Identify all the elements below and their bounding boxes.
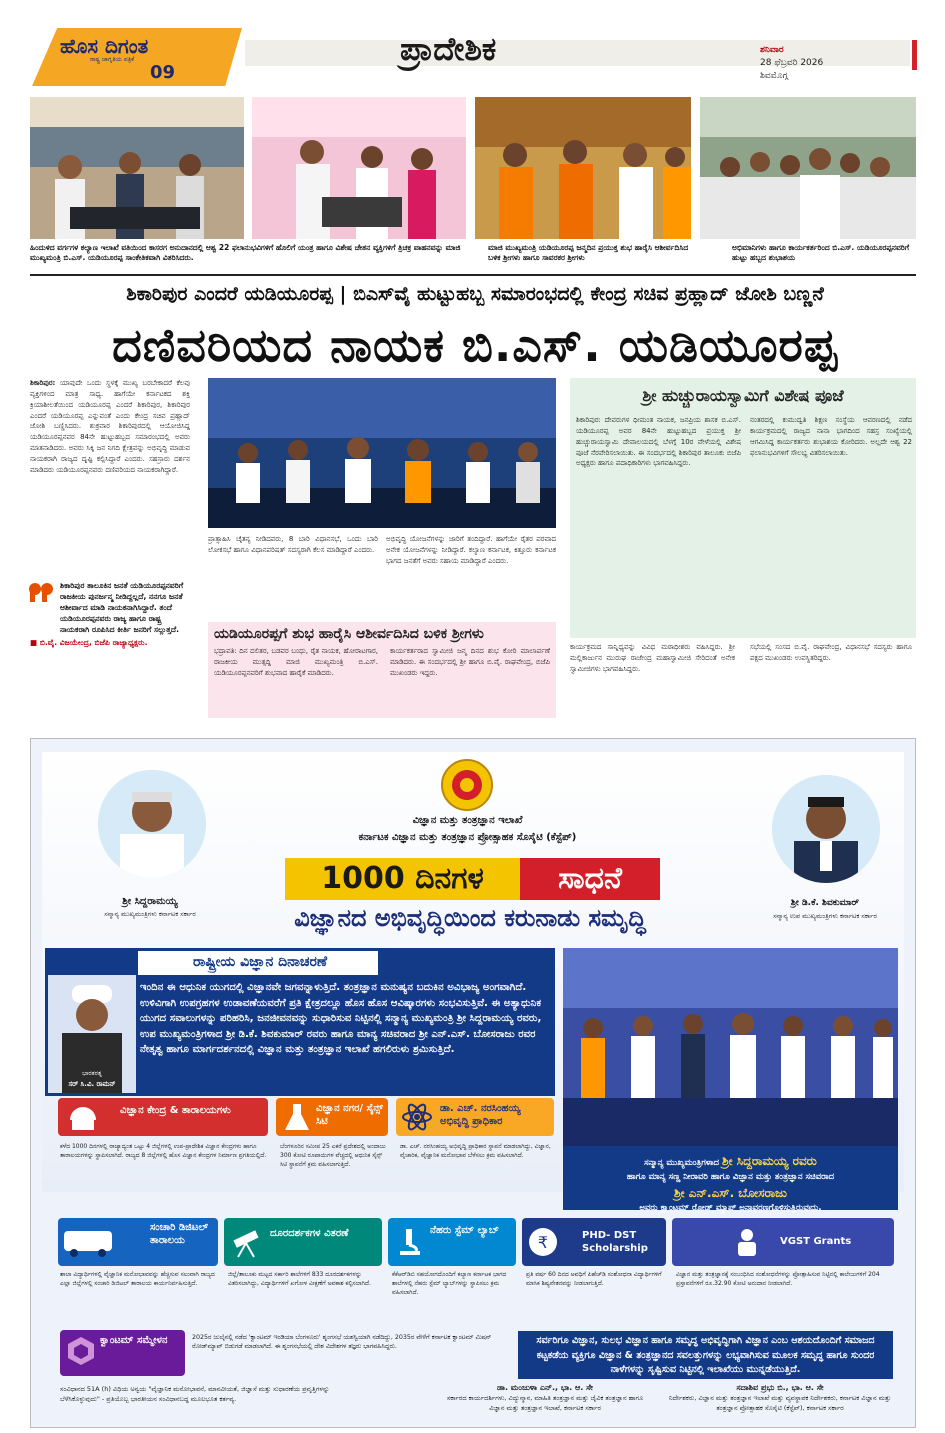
page-number: 09 bbox=[150, 62, 176, 83]
signatory-secretary-name: ಡಾ. ಮಂಜುಳಾ ಎನ್., ಭಾ. ಆ. ಸೇ bbox=[497, 1383, 593, 1392]
card-narasimhaiah-title: ಡಾ. ಎಚ್. ನರಸಿಂಹಯ್ಯ ಅಭಿವೃದ್ಧಿ ಪ್ರಾಧಿಕಾರ bbox=[440, 1103, 521, 1127]
card-phd-scholarship-body: ಪ್ರತಿ ವರ್ಷ 60 ದಿನದ ಅವಧಿಗೆ ಪಿಹೆಚ್‌ಡಿ ಸಂಶೋಧನಾ ವಿದ್ಯಾರ್ಥಿಗಳಿಗೆ ಮಾಸಿಕ ಶಿಷ್ಯವೇತನವನ್ನು ನೀಡಲಾಗುತ್ತಿದೆ. bbox=[526, 1271, 662, 1287]
telescope-icon bbox=[230, 1225, 264, 1259]
blessing-body-b: ಕಾರ್ಯಕರ್ತರಾದ ಸ್ವಾಮೀಜಿ ಜನ್ಮ ದಿನದ ಶುಭ ಕೋರಿ ಮಾಲಾರ್ಪಣೆ ಮಾಡಿದರು. ಈ ಸಂದರ್ಭದಲ್ಲಿ ಶ್ರೀ ಹಾಗೂ ಬಿ.ವೈ. ರಾಘವೇಂದ್ರ, ಬಿಜೆಪಿ ಮುಖಂಡರು ಇದ್ದರು. bbox=[390, 647, 550, 677]
launch-caption-name2: ಶ್ರೀ ಎನ್.ಎಸ್. ಬೋಸರಾಜು bbox=[674, 1185, 787, 1200]
launch-caption-line3: ಅವರು ಕ್ವಾಂಟಮ್ ರೋಡ್ ಮ್ಯಾಪ್ ಅನಾವರಣಗೊಳಿಸುತ್ತಿರುವುದು. bbox=[639, 1203, 822, 1214]
signatory-director-name: ಸದಾಶಿವ ಪ್ರಭು ಬಿ., ಭಾ. ಆ. ಸೇ bbox=[736, 1383, 824, 1392]
badge-1000-days: 1000 ದಿನಗಳ bbox=[285, 858, 520, 900]
story-body-mid-a: ಪ್ರಾತ್ಸಾಹಿಸಿ ಚೈತನ್ಯ ನೀಡಿದವರು, 8 ಬಾರಿ ವಿಧಾನಸಭೆ, ಒಂದು ಬಾರಿ ಲೋಕಸಭೆ ಹಾಗೂ ವಿಧಾನಪರಿಷತ್ ಸದಸ್ಯರಾಗಿ ಕೆಲಸ ಮಾಡಿದ್ದಾರೆ ಎಂದರು. bbox=[208, 535, 378, 554]
card-stem-lab-title: ನೆಹರು ಸ್ಟೆಮ್ ಲ್ಯಾಬ್ bbox=[430, 1225, 499, 1236]
science-day-text: ಇಂದಿನ ಈ ಆಧುನಿಕ ಯುಗದಲ್ಲಿ ವಿಜ್ಞಾನವೇ ಜಗವನ್ನಾಳುತ್ತಿದೆ. ತಂತ್ರಜ್ಞಾನ ಮನುಷ್ಯನ ಬದುಕಿನ ಅವಿಭಾಜ್ಯ ಅಂಗವಾಗಿದೆ. ಉಳಿವಿಗಾಗಿ ಉಪಗ್ರಹಗಳ ಉಡಾವಣೆಯವರೆಗೆ ಪ್ರತಿ ಕ್ಷೇತ್ರದಲ್ಲೂ ಹೊಸ ಹೊಸ ಆವಿಷ್ಕಾರಗಳು ಸಂಭವಿಸುತ್ತಿವೆ. ಈ ಅತ್ಯಾಧುನಿಕ ಯುಗದ ಸವಾಲುಗಳನ್ನು ಪರಿಹರಿಸಿ, ಜನಜೀವನವನ್ನು ಸುಧಾರಿಸುವ ನಿಟ್ಟಿನಲ್ಲಿ ಸನ್ಮಾನ್ಯ ಮುಖ್ಯಮಂತ್ರಿ ಶ್ರೀ ಸಿದ್ದರಾಮಯ್ಯ ರವರು, ಉಪ ಮುಖ್ಯಮಂತ್ರಿಗಳಾದ ಶ್ರೀ ಡಿ.ಕೆ. ಶಿವಕುಮಾರ್ ರವರು ಹಾಗೂ ಮಾನ್ಯ ಸಚಿವರಾದ ಶ್ರೀ ಎನ್.ಎಸ್. ಬೋಸರಾಜು ರವರ ನೇತೃತ್ವ ಹಾಗೂ ಮಾರ್ಗದರ್ಶನದಲ್ಲಿ ವಿಜ್ಞಾನ ಮತ್ತು ತಂತ್ರಜ್ಞಾನ ಇಲಾಖೆ ಹಗಲಿರುಳು ಶ್ರಮಿಸುತ್ತಿದೆ. bbox=[140, 982, 542, 1055]
photo-caption-left: ಹಿಂದುಳಿದ ವರ್ಗಗಳ ಕಲ್ಯಾಣ ಇಲಾಖೆ ವತಿಯಿಂದ ಕಾಸರಗ ಅನುದಾನದಲ್ಲಿ ಆಶ್ವ 22 ಫಲಾನುಭವಿಗಳಿಗೆ ಹೊಲಿಗೆ ಯಂತ್ರ ಹಾಗೂ ವಿಶೇಷ ಚೇತನ ವ್ಯಕ್ತಿಗಳಿಗೆ ತ್ರಿಚಕ್ರ ವಾಹನವನ್ನು ಮಾಜಿ ಮುಖ್ಯಮಂತ್ರಿ ಬಿ.ಎಸ್. ಯಡಿಯೂರಪ್ಪ ಸಾಂಕೇತಿಕವಾಗಿ ವಿತರಿಸಿದರು. bbox=[30, 243, 461, 263]
logo-tagline: ರಾಷ್ಟ್ರ ಜಾಗೃತಿಯ ಪತ್ರಿಕೆ bbox=[90, 56, 135, 63]
dcm-portrait bbox=[772, 775, 880, 883]
launch-caption-name1: ಶ್ರೀ ಸಿದ್ದರಾಮಯ್ಯ ರವರು bbox=[721, 1154, 817, 1168]
pull-quote bbox=[30, 580, 190, 720]
card-planetarium-title: ವಿಜ್ಞಾನ ಕೇಂದ್ರ & ತಾರಾಲಯಗಳು bbox=[120, 1105, 231, 1116]
raman-label: ಭಾರತರತ್ನ bbox=[82, 1070, 102, 1077]
signatory-secretary-role: ಸರ್ಕಾರದ ಕಾರ್ಯದರ್ಶಿಗಳು, ವಿದ್ಯುನ್ಮಾನ, ಮಾಹಿತಿ ತಂತ್ರಜ್ಞಾನ ಮತ್ತು ಜೈವಿಕ ತಂತ್ರಜ್ಞಾನ ಹಾಗೂ ವಿಜ್ಞಾನ ಮತ್ತು ತಂತ್ರಜ್ಞಾನ ಇಲಾಖೆ, ಕರ್ನಾಟಕ ಸರ್ಕಾರ bbox=[446, 1394, 644, 1412]
signatory-secretary bbox=[440, 1382, 650, 1414]
lab-flask-icon bbox=[280, 1100, 314, 1134]
divider bbox=[30, 274, 916, 276]
scientist-icon bbox=[730, 1225, 764, 1259]
science-day-title: ರಾಷ್ಟ್ರೀಯ ವಿಜ್ಞಾನ ದಿನಾಚರಣೆ bbox=[192, 954, 328, 970]
rupee-icon bbox=[526, 1225, 560, 1259]
card-narasimhaiah-body: ಡಾ. ಎಚ್. ನರಸಿಂಹಯ್ಯ ಅಭಿವೃದ್ಧಿ ಪ್ರಾಧಿಕಾರ ಸ್ಥಾಪನೆ ಮಾಡಲಾಗಿದ್ದು, ವಿಜ್ಞಾನ, ವೈಚಾರಿಕ, ವೈಜ್ಞಾನಿಕ ಮನೋಭಾವ ಬೆಳೆಸಲು ಕ್ರಮ ವಹಿಸಲಾಗಿದೆ. bbox=[400, 1143, 551, 1159]
svg-text:₹: ₹ bbox=[537, 1233, 549, 1252]
ad-tagline: ವಿಜ್ಞಾನದ ಅಭಿವೃದ್ಧಿಯಿಂದ ಕರುನಾಡು ಸಮೃದ್ಧಿ bbox=[294, 904, 646, 932]
planetarium-icon bbox=[66, 1100, 100, 1134]
ad-footer-message: ಸರ್ವರಿಗೂ ವಿಜ್ಞಾನ, ಸುಲಭ ವಿಜ್ಞಾನ ಹಾಗೂ ಸಮೃದ್ಧ ಅಭಿವೃದ್ಧಿಗಾಗಿ ವಿಜ್ಞಾನ ಎಂಬ ಆಶಯದೊಂದಿಗೆ ಸಮಾಜದ ಕಟ್ಟಕಡೆಯ ವ್ಯಕ್ತಿಗೂ ವಿಜ್ಞಾನ & ತಂತ್ರಜ್ಞಾನದ ಸವಲತ್ತುಗಳನ್ನು ಲಭ್ಯವಾಗಿಸುವ ಮೂಲಕ ಸಮೃದ್ಧ ಹಾಗೂ ಸುಂದರ ನಾಳೆಗಳನ್ನು ಸೃಷ್ಟಿಸುವ ನಿಟ್ಟಿನಲ್ಲಿ ಇಲಾಖೆಯು ಮುನ್ನಡೆಯುತ್ತಿದೆ. bbox=[518, 1331, 893, 1379]
puja-body-b: ನಂತರದಲ್ಲಿ ಕುಮುದ್ವತಿ ಶಿಕ್ಷಣ ಸಂಸ್ಥೆಯ ಆವರಣದಲ್ಲಿ ನಡೆದ ಕಾರ್ಯಕ್ರಮದಲ್ಲಿ ರಾಜ್ಯದ ನಾನಾ ಭಾಗದಿಂದ ಸಹಸ್ರ ಸಂಖ್ಯೆಯಲ್ಲಿ ಆಗಮಿಸಿದ್ದ ಕಾರ್ಯಕರ್ತರು ಶುಭಾಶಯ ಕೋರಿದರು. ಅಲ್ಲದೇ ಆಶ್ವ 22 ಫಲಾನುಭವಿಗಳಿಗೆ ಸೌಲಭ್ಯ ವಿತರಿಸಲಾಯಿತು. bbox=[750, 416, 912, 457]
card-science-city-title: ವಿಜ್ಞಾನ ನಗರ/ ಸೈನ್ಸ್ ಸಿಟಿ bbox=[316, 1103, 384, 1127]
story-body-bottom-a: ಕಾರ್ಯಕ್ರಮದ ಸಾನ್ನಿಧ್ಯವನ್ನು ವಿವಿಧ ಮಠಾಧೀಶರು ವಹಿಸಿದ್ದರು. ಶ್ರೀ ಮಲ್ಲಿಕಾರ್ಜುನ ಮುರುಘ ರಾಜೇಂದ್ರ ಮಹಾಸ್ವಾಮೀಜಿ ಸೇರಿದಂತೆ ಅನೇಕ ಸ್ವಾಮೀಜಿಗಳು ಭಾಗವಹಿಸಿದ್ದರು. bbox=[570, 643, 735, 673]
atom-icon bbox=[400, 1100, 434, 1134]
story-body-mid-b: ಅಭಿವೃದ್ಧಿ ಯೋಜನೆಗಳನ್ನು ಜಾರಿಗೆ ತಂದಿದ್ದಾರೆ. ಹಾಗೆಯೇ ರೈತರ ಪರವಾದ ಅನೇಕ ಯೋಜನೆಗಳನ್ನು ನೀಡಿದ್ದಾರೆ. ಕಲ್ಯಾಣ ಕರ್ನಾಟಕ, ಕಿತ್ತೂರು ಕರ್ನಾಟಕ ಭಾಗದ ಜನತೆಗೆ ಅವರು ಸಹಾಯ ಮಾಡಿದ್ದಾರೆ ಎಂದರು. bbox=[386, 535, 556, 565]
dcm-name: ಶ್ರೀ ಡಿ.ಕೆ. ಶಿವಕುಮಾರ್ bbox=[790, 898, 860, 908]
ad-department: ವಿಜ್ಞಾನ ಮತ್ತು ತಂತ್ರಜ್ಞಾನ ಇಲಾಖೆ bbox=[412, 815, 523, 826]
raman-name: ಸರ್ ಸಿ.ವಿ. ರಾಮನ್ bbox=[68, 1080, 116, 1088]
pull-quote-author: ■ ಬಿ.ವೈ. ವಿಜಯೇಂದ್ರ, ಬಿಜೆಪಿ ರಾಜ್ಯಾಧ್ಯಕ್ಷರು. bbox=[30, 638, 148, 647]
badge-achievement: ಸಾಧನೆ bbox=[520, 858, 660, 900]
date-label: 28 ಫೆಬ್ರವರಿ 2026 bbox=[760, 58, 824, 69]
launch-caption-line2: ಹಾಗೂ ಮಾನ್ಯ ಸಣ್ಣ ನೀರಾವರಿ ಹಾಗೂ ವಿಜ್ಞಾನ ಮತ್ತು ತಂತ್ರಜ್ಞಾನ ಸಚಿವರಾದ bbox=[626, 1171, 835, 1182]
logo-title: ಹೊಸ ದಿಗಂತ bbox=[60, 34, 149, 58]
photo-swamijis bbox=[475, 97, 691, 239]
dcm-role: ಸನ್ಮಾನ್ಯ ಉಪ ಮುಖ್ಯಮಂತ್ರಿಗಳು ಕರ್ನಾಟಕ ಸರ್ಕಾರ bbox=[773, 912, 877, 920]
card-vgst-body: ವಿಜ್ಞಾನ ಮತ್ತು ತಂತ್ರಜ್ಞಾನಕ್ಕೆ ಸಂಬಂಧಿಸಿದ ಸಂಶೋಧನೆಗಳನ್ನು ಪ್ರೋತ್ಸಾಹಿಸುವ ನಿಟ್ಟಿನಲ್ಲಿ ಕಾಲೇಜುಗಳಿಗೆ 204 ಪ್ರಸ್ತಾವನೆಗಳಿಗೆ ರೂ.32.90 ಕೋಟಿ ಅನುದಾನ ನೀಡಲಾಗಿದೆ. bbox=[676, 1271, 880, 1287]
photo-quantum-launch bbox=[563, 948, 898, 1146]
card-stem-lab-body: ಕೆಕೆಆರ್‌ಡಿಬಿ ಸಹಯೋಗದೊಂದಿಗೆ ಕಲ್ಯಾಣ ಕರ್ನಾಟಕ ಭಾಗದ ಶಾಲೆಗಳಲ್ಲಿ ನೆಹರು ಸ್ಟೆಮ್ ಲ್ಯಾಬ್‌ಗಳನ್ನು ಸ್ಥಾಪಿಸಲು ಕ್ರಮ ವಹಿಸಲಾಗಿದೆ. bbox=[392, 1271, 507, 1296]
launch-caption-line1: ಸನ್ಮಾನ್ಯ ಮುಖ್ಯಮಂತ್ರಿಗಳಾದ bbox=[644, 1158, 719, 1168]
card-mobile-planetarium-body: ಶಾಲಾ ವಿದ್ಯಾರ್ಥಿಗಳಲ್ಲಿ ವೈಜ್ಞಾನಿಕ ಮನೋಭಾವವನ್ನು ಹೆಚ್ಚಿಸುವ ಸಲುವಾಗಿ ರಾಜ್ಯದ ಎಲ್ಲಾ ಜಿಲ್ಲೆಗಳಲ್ಲಿ ಸಂಚಾರಿ ಡಿಜಿಟಲ್ ತಾರಾಲಯ ಕಾರ್ಯನಿರ್ವಹಿಸುತ್ತಿದೆ. bbox=[60, 1271, 215, 1287]
card-vgst-title: VGST Grants bbox=[780, 1236, 852, 1247]
photo-caption-right: ಅಭಿಮಾನಿಗಳು ಹಾಗೂ ಕಾರ್ಯಕರ್ತರಿಂದ ಬಿ.ಎಸ್. ಯಡಿಯೂರಪ್ಪನವರಿಗೆ ಹುಟ್ಟು ಹಬ್ಬದ ಶುಭಾಶಯ bbox=[732, 243, 910, 263]
section-title: ಪ್ರಾದೇಶಿಕ bbox=[400, 30, 497, 68]
card-science-city-body: ಬೆಂಗಳೂರಿನ ಸಮೀಪ 25 ಎಕರೆ ಪ್ರದೇಶದಲ್ಲಿ ಅಂದಾಜು 300 ಕೋಟಿ ರೂಪಾಯಿಗಳ ವೆಚ್ಚದಲ್ಲಿ ಆಧುನಿಕ ಸೈನ್ಸ್ ಸಿಟಿ ಸ್ಥಾಪನೆಗೆ ಕ್ರಮ ವಹಿಸಲಾಗುತ್ತಿದೆ. bbox=[280, 1143, 386, 1168]
card-planetarium-body: ಕಳೆದ 1000 ದಿನಗಳಲ್ಲಿ ರಾಜ್ಯಾದ್ಯಂತ ಒಟ್ಟು 4 ಜಿಲ್ಲೆಗಳಲ್ಲಿ ಉಪ-ಪ್ರಾದೇಶಿಕ ವಿಜ್ಞಾನ ಕೇಂದ್ರಗಳು ಹಾಗೂ ತಾರಾಲಯಗಳನ್ನು ಸ್ಥಾಪಿಸಲಾಗಿದೆ. ರಾಜ್ಯದ 8 ಜಿಲ್ಲೆಗಳಲ್ಲಿ ಹೊಸ ವಿಜ್ಞಾನ ಕೇಂದ್ರಗಳ ನಿರ್ಮಾಣ ಪ್ರಗತಿಯಲ್ಲಿದೆ. bbox=[60, 1143, 267, 1159]
photo-sewing-machine bbox=[252, 97, 466, 239]
constitution-note: ಸಂವಿಧಾನದ 51A (h) ವಿಧಿಯ ಅನ್ವಯ "ವೈಜ್ಞಾನಿಕ ಮನೋಭಾವನೆ, ಮಾನವೀಯತೆ, ಜಿಜ್ಞಾಸೆ ಮತ್ತು ಸುಧಾರಣೆಯ ಪ್ರವೃತ್ತಿಗಳನ್ನು ಬೆಳೆಸಿಕೊಳ್ಳುವುದು" - ಪ್ರತಿಯೊಬ್ಬ ಭಾರತೀಯನ ಸಂವಿಧಾನಬದ್ಧ ಮೂಲಭೂತ ಕರ್ತವ್ಯ. bbox=[60, 1385, 330, 1403]
card-quantum-title: ಕ್ವಾಂಟಮ್ ಸಮ್ಮೇಳನ bbox=[100, 1335, 168, 1346]
karnataka-emblem-icon bbox=[440, 758, 494, 812]
cm-role: ಸನ್ಮಾನ್ಯ ಮುಖ್ಯಮಂತ್ರಿಗಳು ಕರ್ನಾಟಕ ಸರ್ಕಾರ bbox=[104, 910, 196, 918]
cm-name: ಶ್ರೀ ಸಿದ್ದರಾಮಯ್ಯ bbox=[122, 896, 178, 907]
bus-icon bbox=[62, 1225, 116, 1259]
city-label: ಶಿವಮೊಗ್ಗ bbox=[760, 71, 788, 82]
date-block bbox=[760, 44, 910, 83]
photo-caption-mid: ಮಾಜಿ ಮುಖ್ಯಮಂತ್ರಿ ಯಡಿಯೂರಪ್ಪ ಜನ್ಮದಿನ ಪ್ರಯುಕ್ತ ಶುಭ ಹಾರೈಸಿ ಆಶೀರ್ವದಿಸಿದ ಬಳಿಕ ಶ್ರೀಗಳು ಹಾಗೂ ಸಾವರಕರ ಶ್ರೀಗಳು bbox=[488, 243, 689, 263]
dateline: ಶಿಕಾರಿಪುರ: bbox=[30, 379, 56, 387]
photo-stage bbox=[208, 378, 556, 528]
ad-organisation: ಕರ್ನಾಟಕ ವಿಜ್ಞಾನ ಮತ್ತು ತಂತ್ರಜ್ಞಾನ ಪ್ರೋತ್ಸಾಹಕ ಸೊಸೈಟಿ (ಕೆಸ್ಟೆಪ್) bbox=[358, 832, 577, 843]
puja-body-a: ಶಿಕಾರಿಪುರ: ದೇವರುಗಳ ಧೀಮಂತ ನಾಯಕ, ಜನಪ್ರಿಯ ಶಾಸಕ ಬಿ.ಎಸ್. ಯಡಿಯೂರಪ್ಪ ಅವರ 84ನೇ ಹುಟ್ಟುಹಬ್ಬದ ಪ್ರಯುಕ್ತ ಶ್ರೀ ಹುಚ್ಚುರಾಯಸ್ವಾಮಿ ದೇವಾಲಯದಲ್ಲಿ ಬೆಳಗ್ಗೆ 10ರ ವೇಳೆಯಲ್ಲಿ ವಿಶೇಷ ಪೂಜೆ ನೆರವೇರಿಸಲಾಯಿತು. ಈ ಸಂದರ್ಭದಲ್ಲಿ ಶಿಕಾರಿಪುರ ತಾಲೂಕು ಬಿಜೆಪಿ ಅಧ್ಯಕ್ಷರು ಹಾಗೂ ಪದಾಧಿಕಾರಿಗಳು ಭಾಗವಹಿಸಿದ್ದರು. bbox=[576, 416, 741, 468]
kicker: ಶಿಕಾರಿಪುರ ಎಂದರೆ ಯಡಿಯೂರಪ್ಪ | ಬಿಎಸ್‌ವೈ ಹುಟ್ಟುಹಬ್ಬ ಸಮಾರಂಭದಲ್ಲಿ ಕೇಂದ್ರ ಸಚಿವ ಪ್ರಹ್ಲಾದ್ ಜೋಶಿ ಬಣ್ಣನೆ bbox=[126, 283, 824, 305]
photo-crowd bbox=[700, 97, 916, 239]
launch-caption bbox=[563, 1146, 898, 1214]
puja-heading: ಶ್ರೀ ಹುಚ್ಚುರಾಯಸ್ವಾಮಿಗೆ ವಿಶೇಷ ಪೂಜೆ bbox=[642, 386, 844, 405]
masthead-accent bbox=[912, 40, 917, 70]
card-telescopes-body: ಜಿಲ್ಲೆ/ತಾಲೂಕು ಮಟ್ಟದ ಸರ್ಕಾರಿ ಶಾಲೆಗಳಿಗೆ 833 ದೂರದರ್ಶಕಗಳನ್ನು ವಿತರಿಸಲಾಗಿದ್ದು, ವಿದ್ಯಾರ್ಥಿಗಳಿಗೆ ಖಗೋಳ ವೀಕ್ಷಣೆಗೆ ಅವಕಾಶ ಕಲ್ಪಿಸಲಾಗಿದೆ. bbox=[228, 1271, 371, 1287]
card-mobile-planetarium-title: ಸಂಚಾರಿ ಡಿಜಿಟಲ್ ತಾರಾಲಯ bbox=[150, 1222, 209, 1246]
signatory-director-role: ನಿರ್ದೇಶಕರು, ವಿಜ್ಞಾನ ಮತ್ತು ತಂತ್ರಜ್ಞಾನ ಇಲಾಖೆ ಮತ್ತು ವ್ಯವಸ್ಥಾಪಕ ನಿರ್ದೇಶಕರು, ಕರ್ನಾಟಕ ವಿಜ್ಞಾನ ಮತ್ತು ತಂತ್ರಜ್ಞಾನ ಪ್ರೋತ್ಸಾಹಕ ಸೊಸೈಟಿ (ಕೆಸ್ಟೆಪ್), ಕರ್ನಾಟಕ ಸರ್ಕಾರ bbox=[669, 1394, 891, 1412]
pull-quote-text: ಶಿಕಾರಿಪುರ ತಾಲೂಕಿನ ಜನತೆ ಯಡಿಯೂರಪ್ಪನವರಿಗೆ ರಾಜಕೀಯ ಪುನರ್ಜನ್ಮ ನೀಡಿದ್ದಲ್ಲದೆ, ನನಗೂ ಜನತೆ ಆಶೀರ್ವಾದ ಮಾಡಿ ನಾಯಕನಾಗಿಸಿದ್ದಾರೆ. ತಂದೆ ಯಡಿಯೂರಪ್ಪನವರು ರಾಜ್ಯ ಹಾಗೂ ರಾಷ್ಟ್ರ ನಾಯಕರಾಗಿ ರೂಪಿಸಿದ ಕೀರ್ತಿ ಜನರಿಗೆ ಸಲ್ಲುತ್ತದೆ. bbox=[60, 581, 184, 634]
blessing-heading: ಯಡಿಯೂರಪ್ಪಗೆ ಶುಭ ಹಾರೈಸಿ ಆಶೀರ್ವದಿಸಿದ ಬಳಿಕ ಶ್ರೀಗಳು bbox=[214, 626, 484, 642]
card-telescopes-title: ದೂರದರ್ಶಕಗಳ ವಿತರಣೆ bbox=[270, 1228, 349, 1239]
story-body-bottom-b: ಸಭೆಯಲ್ಲಿ ಸಂಸದ ಬಿ.ವೈ. ರಾಘವೇಂದ್ರ, ವಿಧಾನಸಭೆ ಸದಸ್ಯರು ಹಾಗೂ ಪಕ್ಷದ ಮುಖಂಡರು ಉಪಸ್ಥಿತರಿದ್ದರು. bbox=[750, 643, 912, 662]
cm-portrait bbox=[98, 770, 206, 878]
headline: ದಣಿವರಿಯದ ನಾಯಕ ಬಿ.ಎಸ್. ಯಡಿಯೂರಪ್ಪ bbox=[112, 318, 838, 372]
photo-distribution bbox=[30, 97, 244, 239]
signatory-director bbox=[660, 1382, 900, 1414]
card-quantum-body: 2025ರ ಜುಲೈನಲ್ಲಿ ನಡೆದ 'ಕ್ವಾಂಟಮ್ ಇಂಡಿಯಾ ಬೆಂಗಳೂರು' ಶೃಂಗಸಭೆ ಯಶಸ್ವಿಯಾಗಿ ನಡೆದಿದ್ದು, 2035ರ ವೇಳೆಗೆ ಕರ್ನಾಟಕ ಕ್ವಾಂಟಮ್ ಮಿಷನ್ ರೋಡ್‌ಮ್ಯಾಪ್ ಬಿಡುಗಡೆ ಮಾಡಲಾಗಿದೆ. ಈ ಶೃಂಗಸಭೆಯಲ್ಲಿ ದೇಶ ವಿದೇಶಗಳ ತಜ್ಞರು ಭಾಗವಹಿಸಿದ್ದರು. bbox=[192, 1334, 492, 1351]
story-body-left bbox=[30, 378, 190, 578]
day-label: ಶನಿವಾರ bbox=[760, 45, 784, 55]
blessing-body-a: ಭದ್ರಾವತಿ: ದಿನ ದಲಿತರ, ಬಡವರ ಬಂಧು, ರೈತ ನಾಯಕ, ಹೋರಾಟಗಾರ, ರಾಜಕೀಯ ಮುತ್ಸದ್ದಿ ಮಾಜಿ ಮುಖ್ಯಮಂತ್ರಿ ಬಿ.ಎಸ್. ಯಡಿಯೂರಪ್ಪನವರಿಗೆ ಶುಭವಾದ ಹಾರೈಕೆ ಮಾಡಿದರು. bbox=[214, 647, 378, 677]
quantum-chip-icon bbox=[64, 1334, 98, 1368]
microscope-icon bbox=[392, 1225, 426, 1259]
story-body-left-text: ಯಾವುದೇ ಒಂದು ಸ್ಥಳಕ್ಕೆ ಮುಖ್ಯ ಬರಬೇಕಾದರೆ ಕೆಲವು ವ್ಯಕ್ತಿಗಳಿಂದ ಮಾತ್ರ ಸಾಧ್ಯ. ಹಾಗೆಯೇ ಕರ್ನಾಟಕದ ಶಕ್ತಿ ಕ್ರಿಯಾಶೀಲತೆಯಿಂದ ಯಡಿಯೂರಪ್ಪ ಎಂದರೆ ಶಿಕಾರಿಪುರ, ಶಿಕಾರಿಪುರ ಎಂದರೆ ಯಡಿಯೂರಪ್ಪ ಎನ್ನುವಂತೆ ಎಂದು ಕೇಂದ್ರ ಸಚಿವ ಪ್ರಹ್ಲಾದ್ ಜೋಶಿ ಬಣ್ಣಿಸಿದರು. ಶುಕ್ರವಾರ ಶಿಕಾರಿಪುರದಲ್ಲಿ ಆಯೋಜಿಸಿದ್ದ ಯಡಿಯೂರಪ್ಪನವರ 84ನೇ ಹುಟ್ಟುಹಬ್ಬದ ಸಮಾರಂಭದಲ್ಲಿ ಅವರು ಮಾತನಾಡಿದರು. ಅವರು ಸಿಕ್ಕಿ ಜನ ನಿಗದಿ ಕ್ಷೇತ್ರವನ್ನು ಅಭಿವೃದ್ಧಿ ಮಾಡುವ ನಾಯಕರಾಗಿ ರಾಜ್ಯದ ದೃಷ್ಟಿ ಕಲ್ಪಿಸಿದ್ದಾರೆ ಎಂದರು. ಸಹಸ್ರಾರು ದರ್ಶನ ಮಾಡಿದರು ಯಡಿಯೂರಪ್ಪನವರು ದಣಿವರಿಯದ ನಾಯಕರಾಗಿದ್ದಾರೆ. bbox=[30, 379, 190, 474]
card-phd-scholarship-title: PHD- DST Scholarship bbox=[582, 1230, 648, 1254]
